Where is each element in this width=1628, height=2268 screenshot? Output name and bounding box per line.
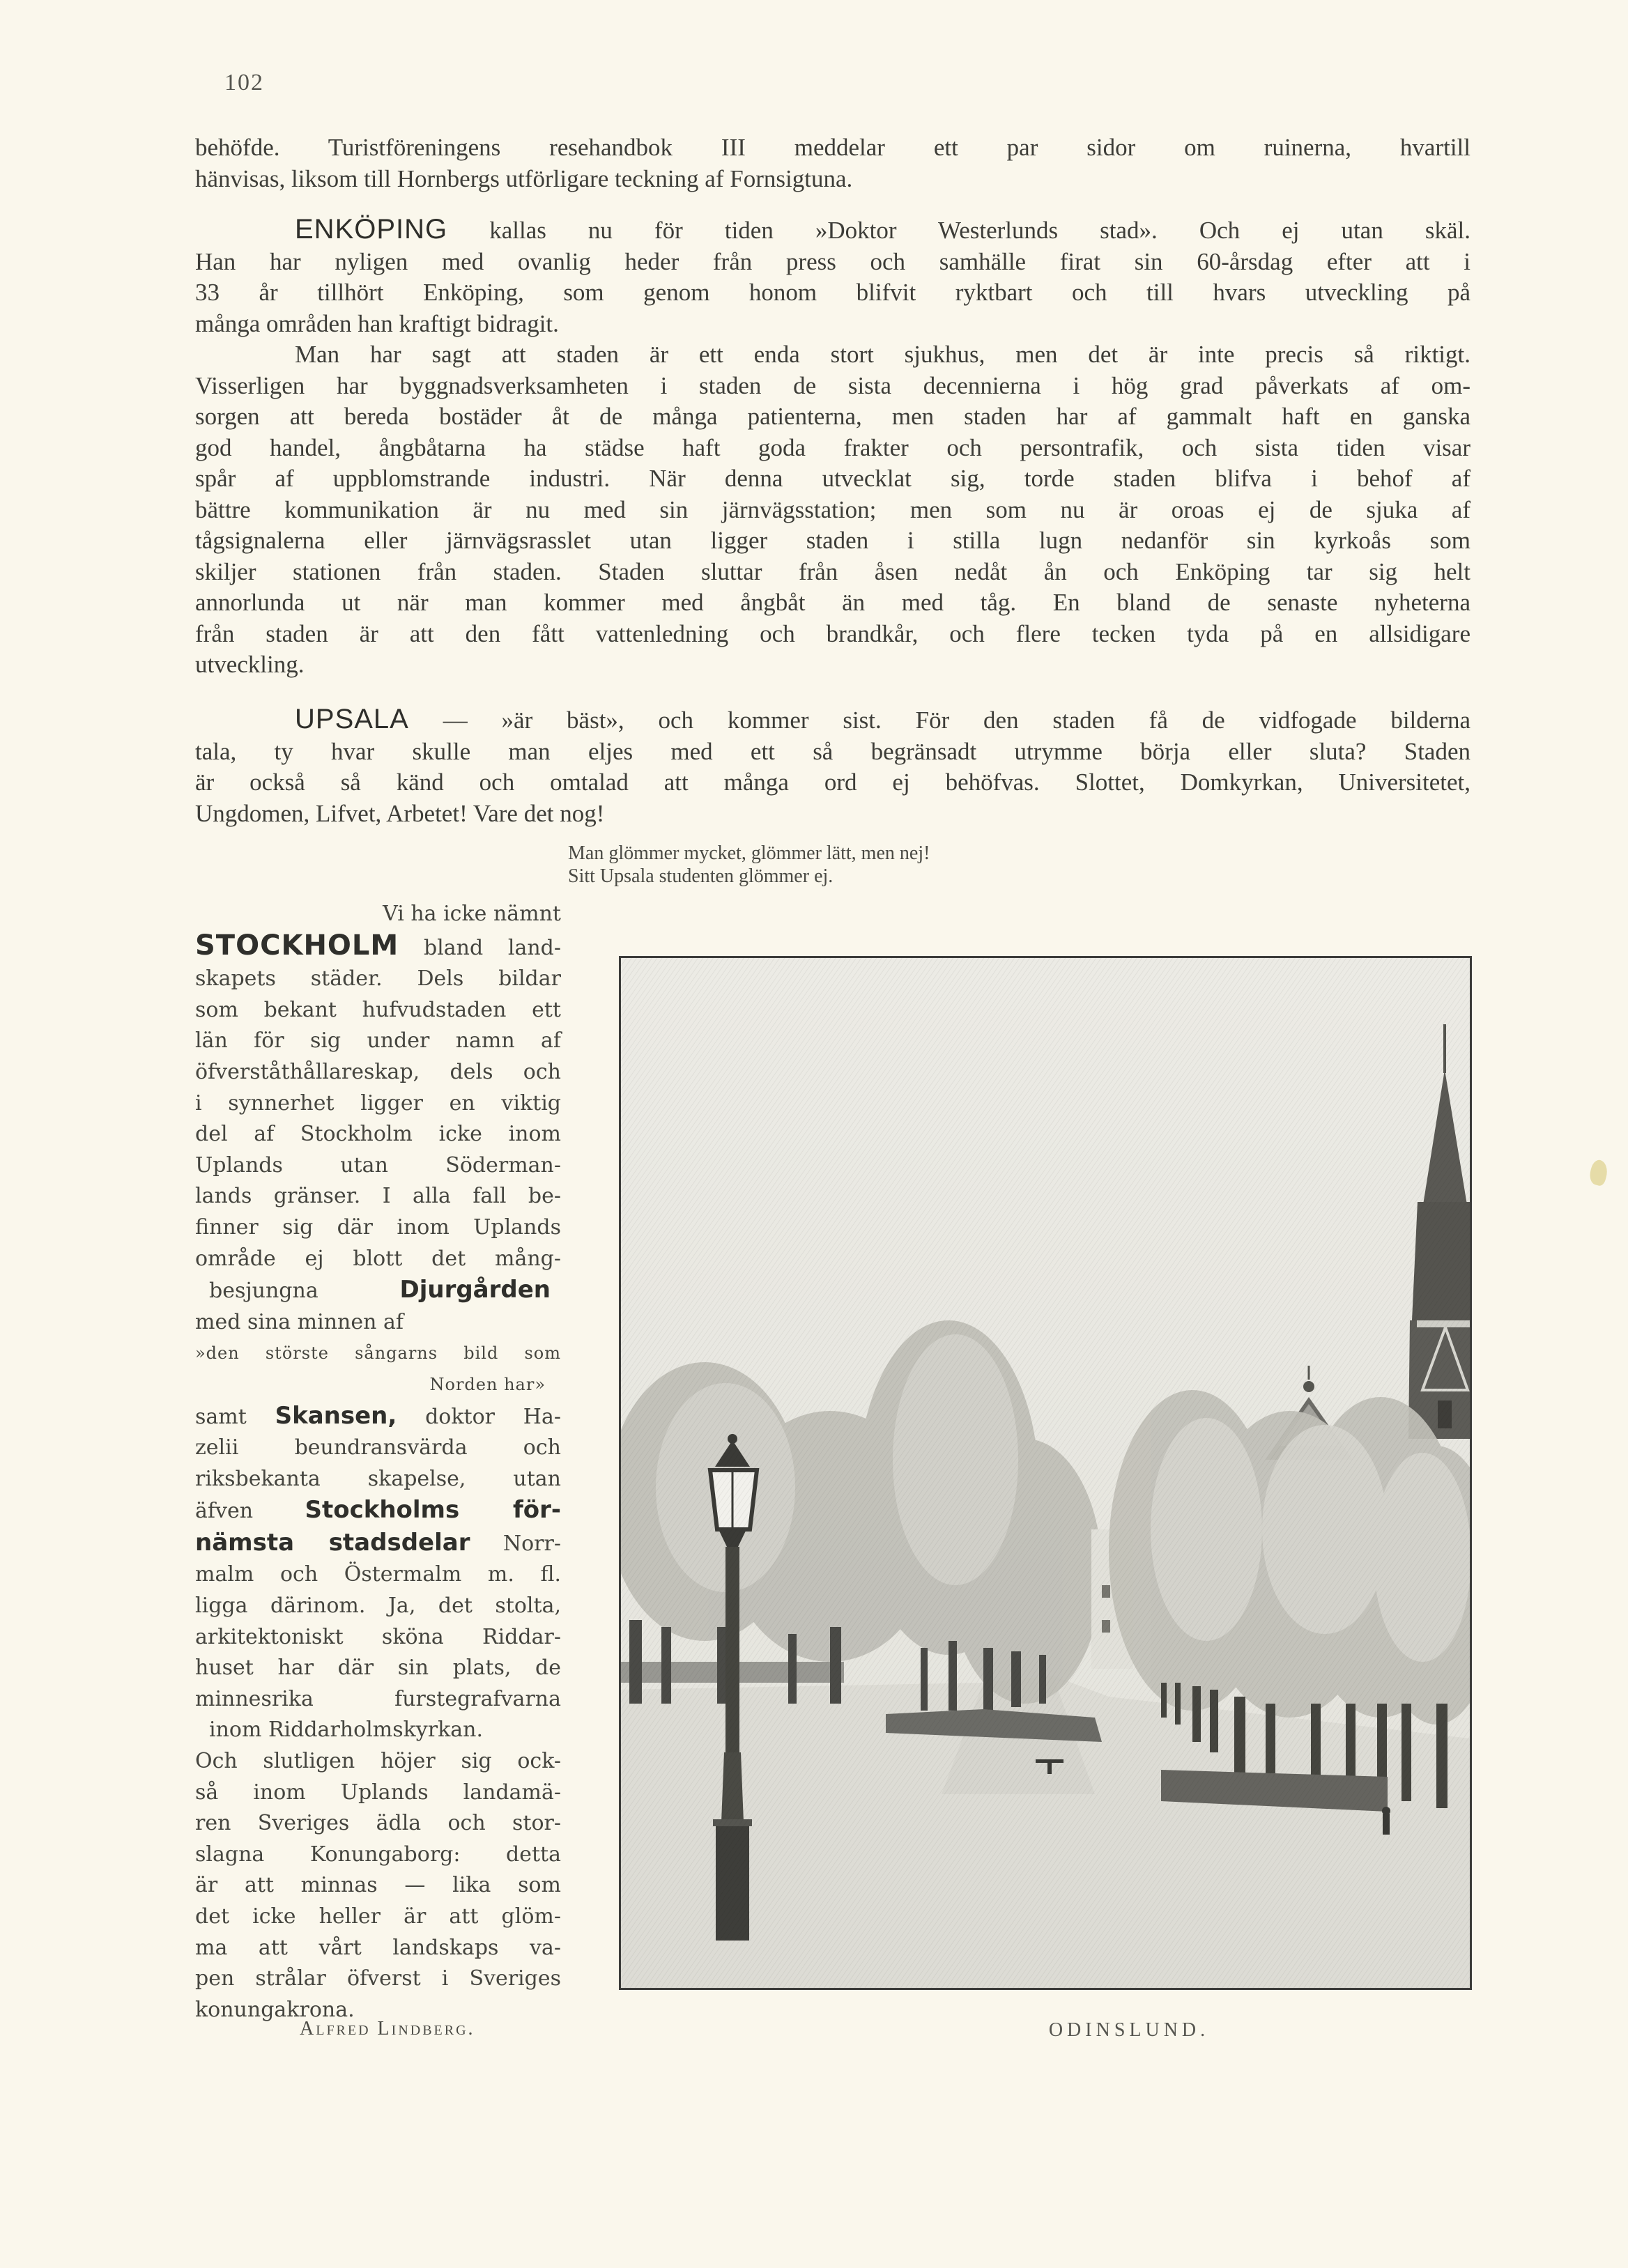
text-line: ma att vårt landskaps va- [195,1935,561,1960]
text-line: slagna Konungaborg: detta [195,1842,561,1867]
text-line: konungakrona. [195,1997,355,2022]
text-fragment: doktor Ha- [425,1404,561,1429]
text-line: inom Riddarholmskyrkan. [209,1718,483,1743]
text-line: Och slutligen höjer sig ock- [195,1749,561,1774]
text-line: område ej blott det mång- [195,1246,561,1271]
text-line: spår af uppblomstrande industri. När denna utvecklat sig, torde staden blifva i behof af [195,465,1470,492]
text-line: god handel, ångbåtarna ha städse haft goda frakter och persontrafik, och sista tiden visar [195,433,1470,461]
text-line: tala, ty hvar skulle man eljes med ett så begränsadt utrymme börja eller sluta? Staden [195,737,1470,765]
text-line: behöfde. Turistföreningens resehandbok III meddelar ett par sidor om ruinerna, hvartill [195,134,1470,161]
enkoping-section [195,214,1470,681]
text-line: zelii beundransvärda och [195,1435,561,1460]
text-fragment: — »är bäst», och kommer sist. För den staden få de vidfogade bilderna [443,707,1471,734]
text-line [195,214,1470,247]
winter-park-illustration [621,958,1470,1988]
text-line: Han har nyligen med ovanlig heder från press och samhälle firat sin 60-årsdag efter att i [195,247,1470,275]
text-line: 33 år tillhört Enköping, som genom honom blifvit ryktbart och till hvars utveckling på [195,279,1470,306]
text-line: finner sig där inom Uplands [195,1214,561,1240]
highlight-stadsdelar: nämsta stadsdelar [195,1528,470,1557]
text-fragment: Norr- [502,1531,561,1556]
section-heading-stockholm: STOCKHOLM [195,929,399,962]
text-line: sorgen att bereda bostäder åt de många patienterna, men staden har af gammalt haft en ganska [195,403,1470,430]
text-line: är att minnas — lika som [195,1873,561,1898]
text-line: hänvisas, liksom till Hornbergs utförligare teckning af Fornsigtuna. [195,164,853,192]
text-line: skiljer stationen från staden. Staden sluttar från åsen nedåt ån och Enköping tar sig helt [195,557,1470,585]
text-line [195,1495,561,1527]
text-line: tågsignalerna eller järnvägsrasslet utan ligger staden i stilla lugn nedanför sin kyrkoås som [195,527,1470,554]
text-line: ren Sveriges ädla och stor- [195,1811,561,1836]
text-line [195,704,1470,736]
page-number: 102 [224,70,264,95]
author-signature: Alfred Lindberg. [300,2018,475,2039]
text-line: huset har där sin plats, de [195,1656,561,1681]
text-line: Man har sagt att staden är ett enda stort sjukhus, men det är inte precis så riktigt. [295,341,1470,368]
poem-line: Man glömmer mycket, glömmer lätt, men nej! [568,842,930,864]
text-fragment: kallas nu för tiden »Doktor Westerlunds stad». Och ej utan skäl. [489,217,1471,244]
text-fragment: samt [195,1404,247,1429]
text-line: bättre kommunikation är nu med sin järnvägsstation; men som nu är oroas ej de sjuka af [195,495,1470,523]
text-line: så inom Uplands landamä- [195,1780,561,1805]
text-line: är också så känd och omtalad att många ord ej behöfvas. Slottet, Domkyrkan, Universitetet, [195,769,1470,796]
text-line: som bekant hufvudstaden ett [195,997,561,1022]
text-line: öfverståthållareskap, dels och [195,1059,561,1084]
text-line: från staden är att den fått vattenledning och brandkår, och flere tecken tyda på en allsidigare [195,619,1470,647]
stockholm-column [195,899,561,2026]
text-line: Norden har» [429,1374,546,1394]
text-line [195,1274,551,1307]
text-line: riksbekanta skapelse, utan [195,1466,561,1491]
text-line: pen strålar öfverst i Sveriges [195,1966,561,1991]
highlight-stockholms: Stockholms för- [305,1496,561,1525]
text-fragment: äfven [195,1499,254,1524]
text-line: i synnerhet ligger en viktig [195,1090,561,1116]
text-line: annorlunda ut när man kommer med ångbåt än med tåg. En bland de senaste nyheterna [195,589,1470,616]
continuation-paragraph [195,132,1470,194]
text-line: malm och Östermalm m. fl. [195,1562,561,1587]
text-line: skapets städer. Dels bildar [195,966,561,992]
text-line: ligga därinom. Ja, det stolta, [195,1594,561,1619]
text-line: minnesrika furstegrafvarna [195,1686,561,1711]
highlight-skansen: Skansen, [275,1401,397,1430]
text-line: Uplands utan Söderman- [195,1152,561,1178]
text-fragment: besjungna [209,1279,318,1304]
text-fragment: bland land- [423,935,561,960]
text-line [195,1401,561,1433]
poem-line: Sitt Upsala studenten glömmer ej. [568,865,834,887]
text-line: del af Stockholm icke inom [195,1122,561,1147]
figure-caption: ODINSLUND. [1048,2019,1210,2041]
text-line: lands gränser. I alla fall be- [195,1184,561,1209]
text-line: många områden han kraftigt bidragit. [195,309,559,337]
upsala-section [195,704,1470,829]
text-line: »den störste sångarns bild som [195,1343,561,1364]
highlight-djurgarden: Djurgården [399,1276,551,1304]
text-line: län för sig under namn af [195,1028,561,1054]
text-line: Visserligen har byggnadsverksamheten i staden de sista decennierna i hög grad påverkats af om- [195,371,1470,399]
poem-quote [568,842,930,888]
text-line: det icke heller är att glöm- [195,1904,561,1929]
section-heading-upsala: UPSALA [295,704,409,734]
text-line: Ungdomen, Lifvet, Arbetet! Vare det nog! [195,799,605,827]
text-line: utveckling. [195,651,305,678]
text-line [195,1527,561,1560]
section-heading-enkoping: ENKÖPING [295,214,448,245]
text-line [195,930,561,964]
text-line: med sina minnen af [195,1309,404,1334]
paper-stain [1588,1159,1610,1187]
text-line: arkitektoniskt sköna Riddar- [195,1624,561,1649]
text-line: Vi ha icke nämnt [383,902,561,926]
photo-odinslund [619,956,1472,1990]
